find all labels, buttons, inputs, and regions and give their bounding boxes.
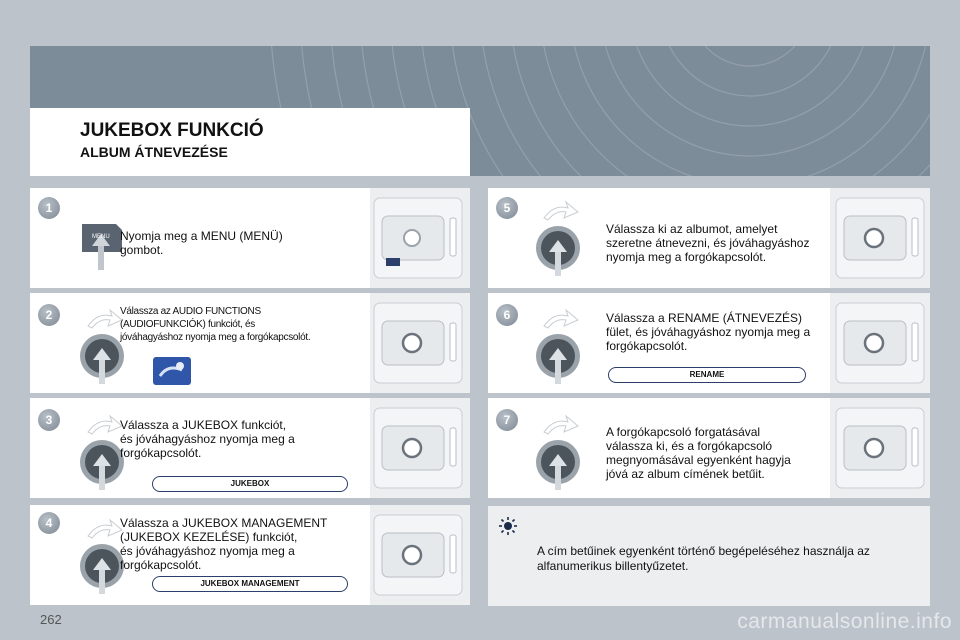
audio-functions-icon [152, 356, 192, 386]
step-text-7: A forgókapcsoló forgatásával válassza ki, és a forgókapcsoló megnyomásával egyenként hagyja jóvá az album címének betűit. [606, 425, 791, 481]
step-text-5: Válassza ki az albumot, amelyet szeretne átnevezni, és jóváhagyáshoz nyomja meg a forgókapcsolót. [606, 222, 810, 264]
sun-icon [498, 516, 518, 536]
radio-unit-icon [834, 404, 926, 492]
menu-button-label: MENU [92, 234, 110, 240]
radio-unit-icon [834, 194, 926, 282]
step-number-2: 2 [38, 304, 60, 326]
radio-unit-icon [372, 511, 464, 599]
rename-label: RENAME [608, 367, 806, 383]
tip-text: A cím betűinek egyenként történő begépeléséhez használja az alfanumerikus billentyűzetet. [537, 544, 870, 573]
title-box [30, 108, 470, 176]
jukebox-label: JUKEBOX [152, 476, 348, 492]
radio-unit-icon [834, 299, 926, 387]
step-number-4: 4 [38, 512, 60, 534]
step-number-3: 3 [38, 409, 60, 431]
step-number-6: 6 [496, 304, 518, 326]
radio-unit-icon [372, 299, 464, 387]
rotary-knob-icon [530, 412, 588, 490]
step-number-7: 7 [496, 409, 518, 431]
rotary-knob-icon [530, 198, 588, 276]
step-text-3: Válassza a JUKEBOX funkciót, és jóváhagyáshoz nyomja meg a forgókapcsolót. [120, 418, 295, 460]
step-text-1: Nyomja meg a MENU (MENÜ) gombot. [120, 229, 283, 257]
menu-button-icon [78, 216, 124, 272]
step-text-6: Válassza a RENAME (ÁTNEVEZÉS) fület, és jóváhagyáshoz nyomja meg a forgókapcsolót. [606, 311, 811, 353]
watermark: carmanualsonline.info [737, 610, 952, 633]
radio-unit-icon [372, 194, 464, 282]
rotary-knob-icon [530, 306, 588, 384]
step-text-4: Válassza a JUKEBOX MANAGEMENT (JUKEBOX KEZELÉSE) funkciót, és jóváhagyáshoz nyomja meg a forgókapcsolót. [120, 516, 328, 572]
page-number: 262 [40, 612, 62, 627]
step-number-1: 1 [38, 197, 60, 219]
page-title: JUKEBOX FUNKCIÓ [80, 120, 264, 141]
radio-unit-icon [372, 404, 464, 492]
step-text-2: Válassza az AUDIO FUNCTIONS (AUDIOFUNKCIÓK) funkciót, és jóváhagyáshoz nyomja meg a forgókapcsolót. [120, 306, 311, 343]
page-subtitle: ALBUM ÁTNEVEZÉSE [80, 144, 228, 160]
step-number-5: 5 [496, 197, 518, 219]
jukebox-management-label: JUKEBOX MANAGEMENT [152, 576, 348, 592]
